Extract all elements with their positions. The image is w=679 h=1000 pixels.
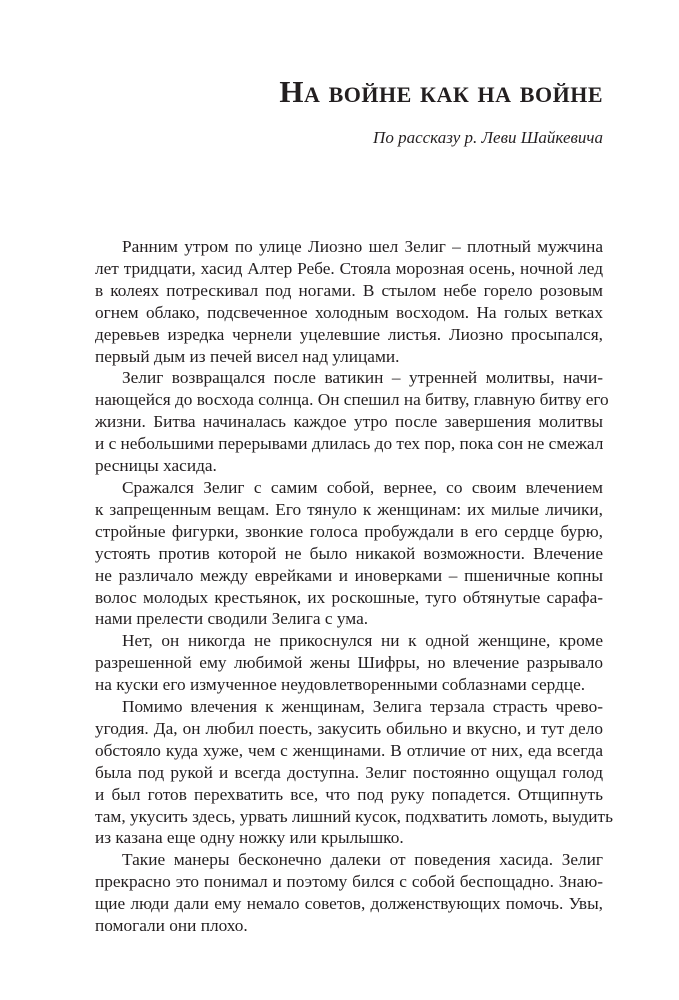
text-line: была под рукой и всегда доступна. Зелиг постоянно ощущал голод <box>95 762 603 782</box>
text-line: деревьев изредка чернели уцелевшие листья. Лиозно просыпался, <box>95 324 603 344</box>
paragraph <box>95 236 603 367</box>
text-line: и был готов перехватить все, что под руку попадется. Отщипнуть <box>95 784 603 804</box>
text-line: помогали они плохо. <box>95 916 248 936</box>
text-line: Такие манеры бесконечно далеки от поведения хасида. Зелиг <box>122 850 603 870</box>
text-line: Зелиг возвращался после ватикин – утренней молитвы, начи- <box>122 368 603 388</box>
text-line: огнем облако, подсвеченное холодным восходом. На голых ветках <box>95 302 603 322</box>
text-line: Ранним утром по улице Лиозно шел Зелиг – плотный мужчина <box>122 237 603 256</box>
text-line: обстояло куда хуже, чем с женщинами. В отличие от них, еда всегда <box>95 740 603 760</box>
text-line: в колеях потрескивал под ногами. В стылом небе горело розовым <box>95 280 603 300</box>
text-line: прекрасно это понимал и поэтому бился с собой беспощадно. Знаю- <box>95 872 603 892</box>
paragraph <box>95 696 613 849</box>
paragraph <box>95 849 603 937</box>
text-line: устоять против которой не было никакой возможности. Влечение <box>95 543 603 563</box>
chapter-subtitle: По рассказу р. Леви Шайкевича <box>373 128 603 147</box>
text-line: стройные фигурки, звонкие голоса пробуждали в его сердце бурю, <box>95 521 603 541</box>
text-line: и с небольшими перерывами длилась до тех пор, пока сон не смежал <box>95 434 604 454</box>
body-text <box>95 236 613 937</box>
paragraph <box>95 477 603 630</box>
text-line: Нет, он никогда не прикоснулся ни к одной женщине, кроме <box>122 631 603 651</box>
paragraph <box>95 630 603 696</box>
text-line: нами прелести сводили Зелига с ума. <box>95 609 369 629</box>
text-line: щие люди дали ему немало советов, долженствующих помочь. Увы, <box>95 894 603 914</box>
text-line: разрешенной ему любимой жены Шифры, но влечение разрывало <box>95 653 603 673</box>
chapter-title: На войне как на войне <box>279 74 603 109</box>
text-line: жизни. Битва начиналась каждое утро после завершения молитвы <box>95 412 603 432</box>
text-line: на куски его измученное неудовлетворенными соблазнами сердце. <box>95 675 586 695</box>
paragraph <box>95 367 609 477</box>
text-line: Сражался Зелиг с самим собой, вернее, со своим влечением <box>122 477 603 497</box>
text-line: из казана еще одну ножку или крылышко. <box>95 828 404 848</box>
text-line: там, укусить здесь, урвать лишний кусок, подхватить ломоть, выудить <box>95 806 613 826</box>
text-line: Помимо влечения к женщинам, Зелига терзала страсть чрево- <box>122 697 603 717</box>
text-line: к запрещенным вещам. Его тянуло к женщинам: их милые личики, <box>95 499 603 519</box>
text-line: лет тридцати, хасид Алтер Ребе. Стояла морозная осень, ночной лед <box>95 258 603 278</box>
text-line: волос молодых крестьянок, их роскошные, туго обтянутые сарафа- <box>95 587 603 607</box>
text-line: угодия. Да, он любил поесть, закусить обильно и вкусно, и тут дело <box>95 718 603 738</box>
text-line: ресницы хасида. <box>95 456 217 476</box>
text-line: не различало между еврейками и иноверками – пшеничные копны <box>95 565 603 585</box>
text-line: нающейся до восхода солнца. Он спешил на битву, главную битву его <box>95 390 609 410</box>
text-line: первый дым из печей висел над улицами. <box>95 346 400 366</box>
